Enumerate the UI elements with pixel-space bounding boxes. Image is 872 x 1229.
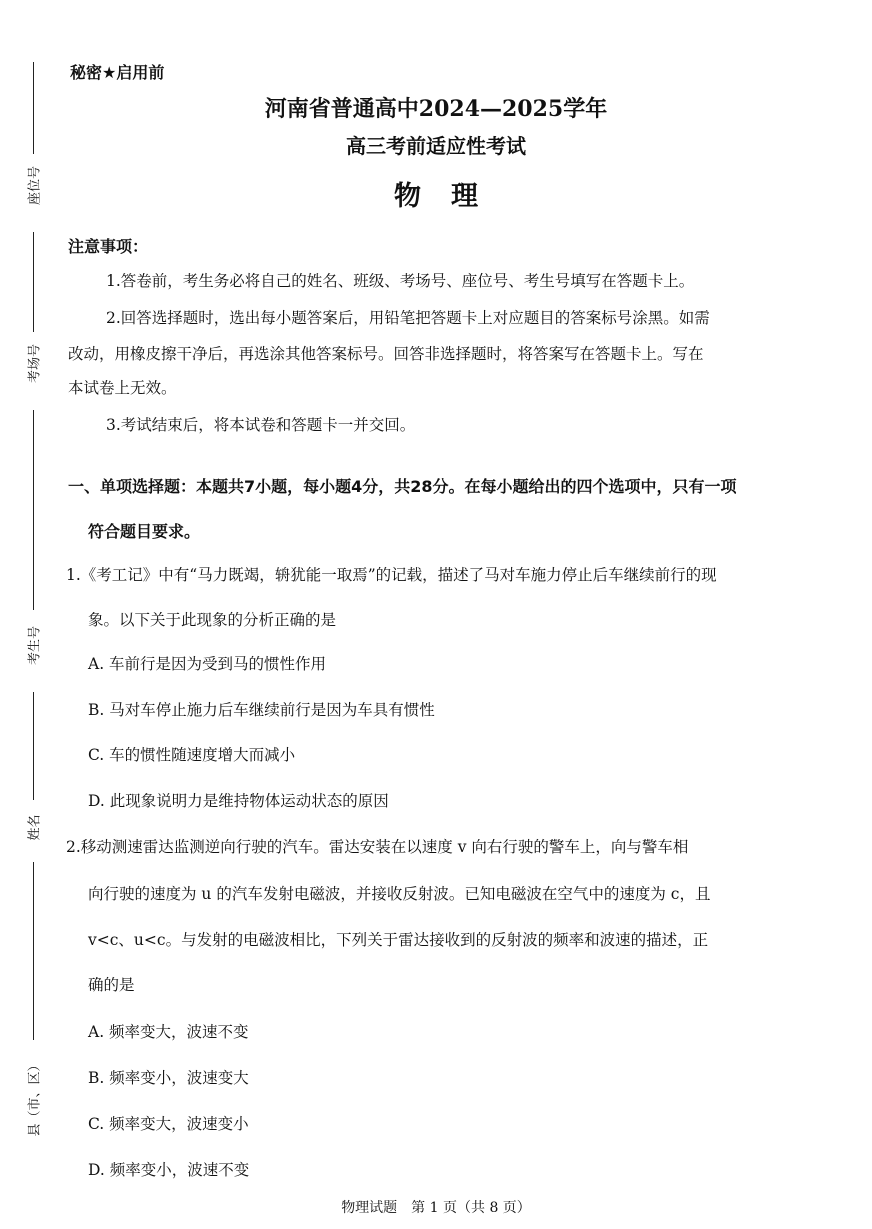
question-2-stem-end: 确的是 [88, 976, 135, 994]
question-1-stem: 1.《考工记》中有“马力既竭，辀犹能一取焉”的记载，描述了马对车施力停止后车继续前行的现 [66, 566, 717, 584]
margin-label-student-id: 考生号 [27, 626, 43, 666]
margin-label-county: 县（市、区） [27, 1058, 43, 1137]
margin-line-3 [33, 410, 34, 610]
question-2-option-a: A. 频率变大，波速不变 [88, 1023, 249, 1041]
margin-label-name: 姓名 [27, 814, 43, 841]
exam-subtitle: 高三考前适应性考试 [346, 134, 526, 158]
secret-label: 秘密★启用前 [70, 63, 165, 82]
question-2-stem-cont-2: v<c、u<c。与发射的电磁波相比，下列关于雷达接收到的反射波的频率和波速的描述，正 [88, 931, 709, 949]
notice-item-3: 3.考试结束后，将本试卷和答题卡一并交回。 [106, 416, 416, 434]
question-2-stem: 2.移动测速雷达监测逆向行驶的汽车。雷达安装在以速度 v 向右行驶的警车上，向与警车相 [66, 838, 689, 856]
margin-line-5 [33, 862, 34, 1040]
question-2-option-c: C. 频率变大，波速变小 [88, 1115, 249, 1133]
question-1-stem-cont: 象。以下关于此现象的分析正确的是 [88, 611, 337, 629]
question-2-option-b: B. 频率变小，波速变大 [88, 1069, 249, 1087]
subject-title: 物理 [394, 181, 508, 212]
margin-label-seat: 座位号 [27, 166, 43, 206]
notice-item-2-end: 本试卷上无效。 [68, 379, 177, 397]
question-1-option-d: D. 此现象说明力是维持物体运动状态的原因 [88, 792, 389, 810]
margin-line-2 [33, 232, 34, 332]
question-1-option-b: B. 马对车停止施力后车继续前行是因为车具有惯性 [88, 701, 435, 719]
section-heading: 一、单项选择题：本题共7小题，每小题4分，共28分。在每小题给出的四个选项中，只有一项 [68, 477, 737, 496]
exam-title: 河南省普通高中2024—2025学年 [264, 96, 608, 122]
margin-label-room: 考场号 [27, 344, 43, 384]
question-1-option-c: C. 车的惯性随速度增大而减小 [88, 746, 296, 764]
notice-item-1: 1.答卷前，考生务必将自己的姓名、班级、考场号、座位号、考生号填写在答题卡上。 [106, 272, 695, 290]
question-2-option-d: D. 频率变小，波速不变 [88, 1161, 250, 1179]
margin-line-4 [33, 692, 34, 800]
page-footer: 物理试题 第 1 页（共 8 页） [341, 1200, 531, 1216]
question-2-stem-cont: 向行驶的速度为 u 的汽车发射电磁波，并接收反射波。已知电磁波在空气中的速度为 c，且 [88, 885, 711, 903]
notice-heading: 注意事项： [68, 237, 149, 256]
question-1-option-a: A. 车前行是因为受到马的惯性作用 [88, 655, 327, 673]
notice-item-2: 2.回答选择题时，选出每小题答案后，用铅笔把答题卡上对应题目的答案标号涂黑。如需 [106, 309, 710, 327]
notice-item-2-cont: 改动，用橡皮擦干净后，再选涂其他答案标号。回答非选择题时，将答案写在答题卡上。写在 [68, 345, 704, 363]
section-heading-cont: 符合题目要求。 [88, 522, 201, 541]
